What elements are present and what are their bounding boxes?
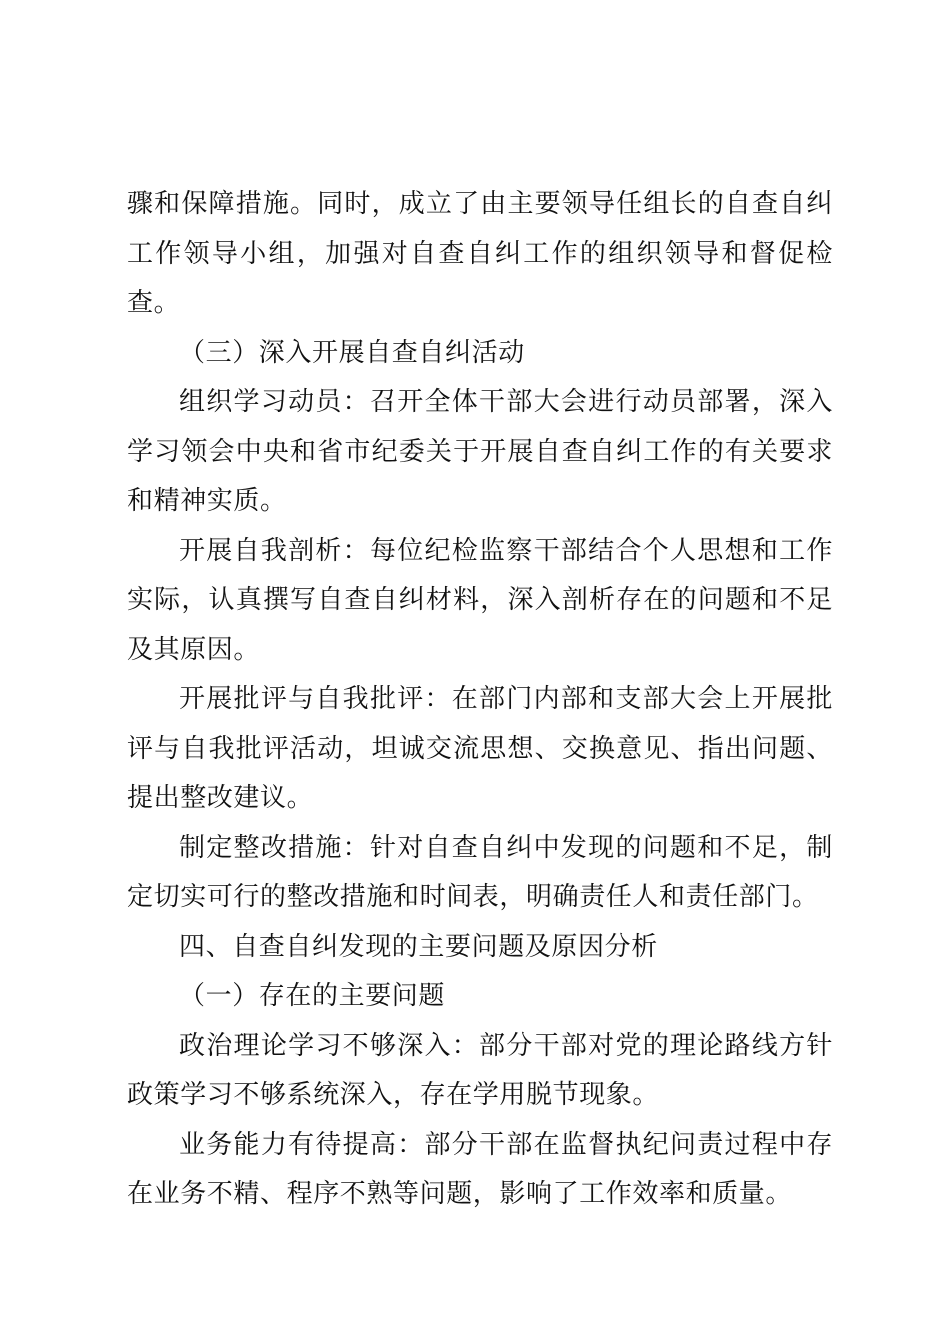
section-heading-3: （三）深入开展自查自纠活动 <box>179 337 525 368</box>
section-heading-1: （一）存在的主要问题 <box>179 981 446 1011</box>
body-paragraph-theory-study: 政治理论学习不够深入：部分干部对党的理论路线方针政策学习不够系统深入，存在学用脱节现象。 <box>127 1030 833 1110</box>
document-body <box>127 180 833 1220</box>
body-paragraph-business-ability: 业务能力有待提高：部分干部在监督执纪问责过程中存在业务不精、程序不熟等问题，影响了工作效率和质量。 <box>127 1129 833 1209</box>
body-paragraph-self-analysis: 开展自我剖析：每位纪检监察干部结合个人思想和工作实际，认真撰写自查自纠材料，深入剖析存在的问题和不足及其原因。 <box>127 535 833 665</box>
body-paragraph-rectification: 制定整改措施：针对自查自纠中发现的问题和不足，制定切实可行的整改措施和时间表，明确责任人和责任部门。 <box>127 832 833 912</box>
body-paragraph-study-mobilization: 组织学习动员：召开全体干部大会进行动员部署，深入学习领会中央和省市纪委关于开展自查自纠工作的有关要求和精神实质。 <box>127 387 833 516</box>
body-paragraph-continued: 骤和保障措施。同时，成立了由主要领导任组长的自查自纠工作领导小组，加强对自查自纠工作的组织领导和督促检查。 <box>127 189 833 318</box>
body-paragraph-criticism: 开展批评与自我批评：在部门内部和支部大会上开展批评与自我批评活动，坦诚交流思想、交换意见、指出问题、提出整改建议。 <box>127 684 833 813</box>
chapter-heading-4: 四、自查自纠发现的主要问题及原因分析 <box>179 931 658 962</box>
